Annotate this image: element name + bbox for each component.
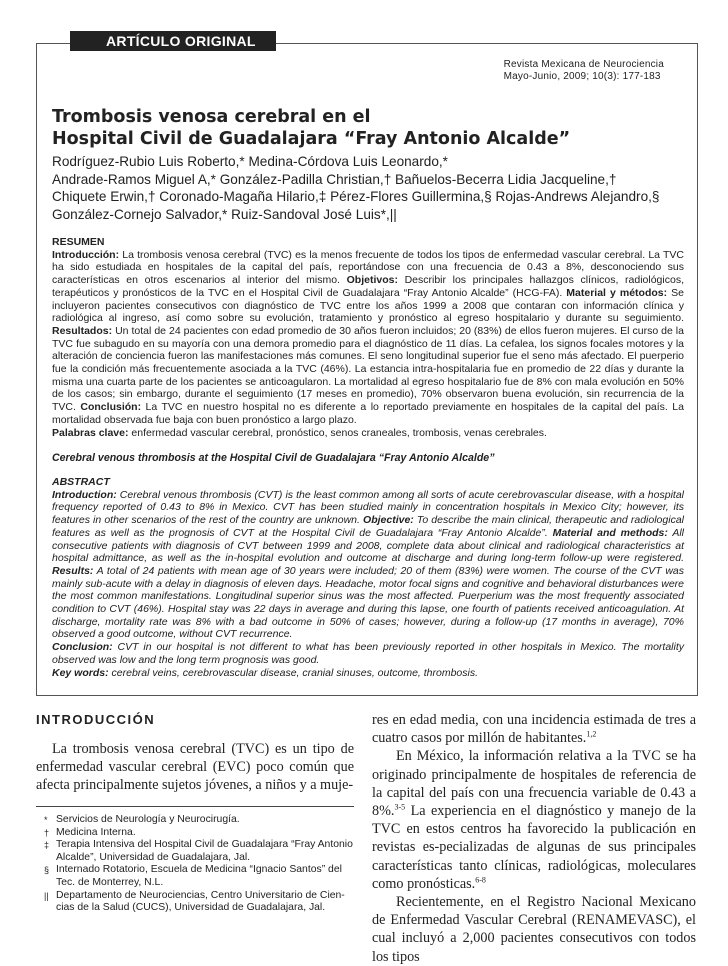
footnote-text: Terapia Intensiva del Hospital Civil de Guadalajara “Fray Antonio Alcalde”, Universidad de Guadalajara, Jal. (56, 839, 353, 863)
label-objective: Objective: (359, 514, 414, 527)
intro-right-paragraph-1 (372, 711, 696, 747)
footnote-symbol: ‡ (44, 840, 50, 851)
footnote-symbol: § (44, 865, 50, 876)
footnote-item (44, 827, 354, 840)
label-methods: Material and methods: (547, 526, 668, 539)
text-results: A total of 24 patients with mean age of 30 years were included; 20 of them (83%) were women. The course of the CVT was mainly sub-acute with a delay in diagnosis of eleven days. Headache, motor focal signs and cognitive and behavioral disturbances were the most common manifestations. Longitudinal superior sinus was the most affected. Puerperium was the most frequently associated condition to CVT (46%). Hospital stay was 22 days in average and during this lapse, one fourth of patients received anticoagulation. At discharge, mortality rate was 8% with a bad outcome in 50% of cases; however, during a follow-up (17 months in average), 70% observed a good outcome, without CVT recurrence. (52, 564, 684, 641)
abstract-conclusion (52, 641, 684, 666)
resumen-heading: RESUMEN (52, 236, 105, 248)
label-conclusion: Conclusión: (75, 401, 142, 414)
author-line: Andrade-Ramos Miguel A,* González-Padilla Christian,† Bañuelos-Becerra Lidia Jacqueline,† (52, 171, 617, 187)
paragraph-text: La experiencia en el diagnóstico y manejo de la TVC en estos centros ha favorecido la publicación en revistas es-pecializadas de algunas de sus principales características tanto clínicas, radiológicas, moleculares como pronósticas. (372, 803, 696, 892)
label-palabras-clave: Palabras clave: (52, 426, 129, 439)
text-material: Se incluyeron pacientes consecutivos con diagnóstico de TVC entre los años 1999 a 2008 que contaran con información clínica y radiológica al ingreso, así como sobre su evolución, tratamiento y pronóstico al egreso hospitalario y durante su seguimiento. (52, 286, 684, 325)
label-conclusion-en: Conclusion: (52, 641, 113, 654)
footnote-symbol: || (44, 890, 49, 901)
citation-ref: 6-8 (475, 875, 486, 885)
abstract-body (52, 489, 684, 641)
section-heading: INTRODUCCIÓN (36, 712, 156, 727)
text-conclusion: La TVC en nuestro hospital no es diferente a lo reportado previamente en hospitales de la capital del país. La mortalidad observada fue baja con buen pronóstico a largo plazo. (52, 401, 684, 426)
text-palabras-clave: enfermedad vascular cerebral, pronóstico, senos craneales, trombosis, venas cerebrales. (128, 426, 547, 439)
text-introduccion: La trombosis venosa cerebral (TVC) es la menos frecuente de todos los tipos de enfermedad vascular cerebral. La TVC ha sido estudiada en hospitales de la capital del país, reportándose con una frecuencia de 0.43 a 8%, desconociendo sus características en otros escenarios al interior del mismo. (52, 248, 684, 287)
footnote-rule (36, 806, 354, 807)
footnote-item (44, 839, 354, 864)
text-methods: All consecutive patients with diagnosis of CVT between 1999 and 2008, complete data about clinical and radiological characteristics at hospital admittance, as well as the in-hospital evolution and outcome at discharge and during long-term follow-up were registered. (52, 526, 684, 565)
footnote-symbol: * (44, 815, 48, 825)
author-line: González-Cornejo Salvador,* Ruiz-Sandoval José Luis*,|| (52, 206, 397, 222)
section-tab: ARTÍCULO ORIGINAL (70, 31, 276, 51)
text-key-words: cerebral veins, cerebrovascular disease, cranial sinuses, outcome, thrombosis. (108, 666, 479, 679)
label-results: Results: (52, 564, 94, 577)
journal-citation (504, 59, 664, 83)
author-list (52, 153, 692, 223)
footnote-symbol: † (44, 827, 50, 838)
footnotes (44, 814, 354, 915)
intro-right-paragraph-3: Recientemente, en el Registro Nacional Mexicano de Enfermedad Vascular Cerebral (RENAMEVASC), el cual incluyó a 2,000 pacientes consecutivos con todos los tipos (372, 894, 696, 965)
intro-right-column (372, 711, 696, 966)
abstract-keywords (52, 667, 684, 680)
text-objective: To describe the main clinical, therapeutic and radiological features as well as the prognosis of CVT at the Hospital Civil de Guadalajara “Fray Antonio Alcalde”. (52, 514, 684, 539)
label-introduccion: Introducción: (52, 248, 120, 261)
title-line-2: Hospital Civil de Guadalajara “Fray Antonio Alcalde” (52, 129, 571, 149)
footnote-text: Internado Rotatorio, Escuela de Medicina “Ignacio Santos” del Tec. de Monterrey, N.L. (56, 864, 342, 888)
resumen-block (52, 236, 684, 439)
text-resultados: Un total de 24 pacientes con edad promedio de 30 años fueron incluidos; 20 (83%) de ellos fueron mujeres. El curso de la TVC fue subagudo en su mayoría con una demora promedio para el diagnóstico de 11 días. La cefalea, los signos focales motores y la alteración de conciencia fueron las manifestaciones más comunes. El seno longitudinal superior fue el seno más afectado. El puerperio fue la condición más frecuentemente asociada a la TVC (46%). La estancia intra-hospitalaria fue en promedio de 22 días y durante la misma una cuarta parte de los pacientes se anticoagularon. La mortalidad al egreso hospitalario fue de 8% con mala evolución en 50% de los casos; sin embargo, durante el seguimiento (17 meses en promedio), 70% observaron buena evolución, sin recurrencia de la TVC. (52, 324, 684, 414)
text-conclusion-en: CVT in our hospital is not different to what has been previously reported in other hospitals in Mexico. The mortality observed was low and the long term prognosis was good. (52, 641, 684, 666)
label-key-words: Key words: (52, 666, 109, 679)
footnote-item (44, 814, 354, 827)
author-line: Chiquete Erwin,† Coronado-Magaña Hilario,‡ Pérez-Flores Guillermina,§ Rojas-Andrews Alejandro,§ (52, 189, 660, 204)
journal-name: Revista Mexicana de Neurociencia (503, 59, 664, 70)
footnote-item (44, 890, 354, 915)
citation-ref: 1,2 (586, 729, 597, 739)
paragraph-text: res en edad media, con una incidencia estimada de tres a cuatro casos por millón de habitantes. (372, 712, 696, 747)
intro-right-paragraph-2 (372, 747, 696, 893)
english-title: Cerebral venous thrombosis at the Hospital Civil de Guadalajara “Fray Antonio Alcalde” (52, 452, 495, 464)
citation-ref: 3-5 (394, 802, 406, 812)
text-introduction: Cerebral venous thrombosis (CVT) is the least common among all sorts of acute cerebrovascular disease, with a hospital frequency reported of 0.43 to 8% in Mexico. CVT has been studied mainly in concentration hospitals in Mexico City; however, its features in other scenarios of the rest of the country are unknown. (52, 488, 684, 527)
footnote-text: Servicios de Neurología y Neurocirugía. (56, 814, 240, 825)
abstract-heading: ABSTRACT (52, 476, 110, 488)
label-material: Material y métodos: (562, 286, 668, 299)
paragraph-text: En México, la información relativa a la TVC se ha originado principalmente de hospitales de referencia de la capital del país con una frecuencia variable de 0.43 a 8%. (372, 748, 696, 820)
label-introduction: Introduction: (52, 488, 117, 501)
footnote-text: Medicina Interna. (56, 826, 136, 838)
label-objetivos: Objetivos: (339, 274, 398, 287)
intro-left-paragraph: La trombosis venosa cerebral (TVC) es un tipo de enfermedad vascular cerebral (EVC) poco común que afecta principalmente sujetos jóvenes, a niños y a muje- (36, 741, 354, 794)
resumen-body (52, 249, 684, 427)
abstract-block (52, 476, 684, 679)
title-line-1: Trombosis venosa cerebral en el (52, 107, 371, 127)
footnote-item (44, 864, 354, 889)
journal-issue: Mayo-Junio, 2009; 10(3): 177-183 (503, 71, 661, 82)
author-line: Rodríguez-Rubio Luis Roberto,* Medina-Córdova Luis Leonardo,* (52, 154, 448, 169)
footnote-text: Departamento de Neurociencias, Centro Universitario de Cien-cias de la Salud (CUCS), Universidad de Guadalajara, Jal. (56, 889, 345, 914)
text-objetivos: Describir los principales hallazgos clínicos, radiológicos, terapéuticos y pronósticos de la TVC en el Hospital Civil de Guadalajara “Fray Antonio Alcalde” (HCG-FA). (52, 274, 684, 299)
article-title (52, 106, 692, 150)
resumen-keywords (52, 427, 684, 440)
label-resultados: Resultados: (52, 324, 113, 337)
